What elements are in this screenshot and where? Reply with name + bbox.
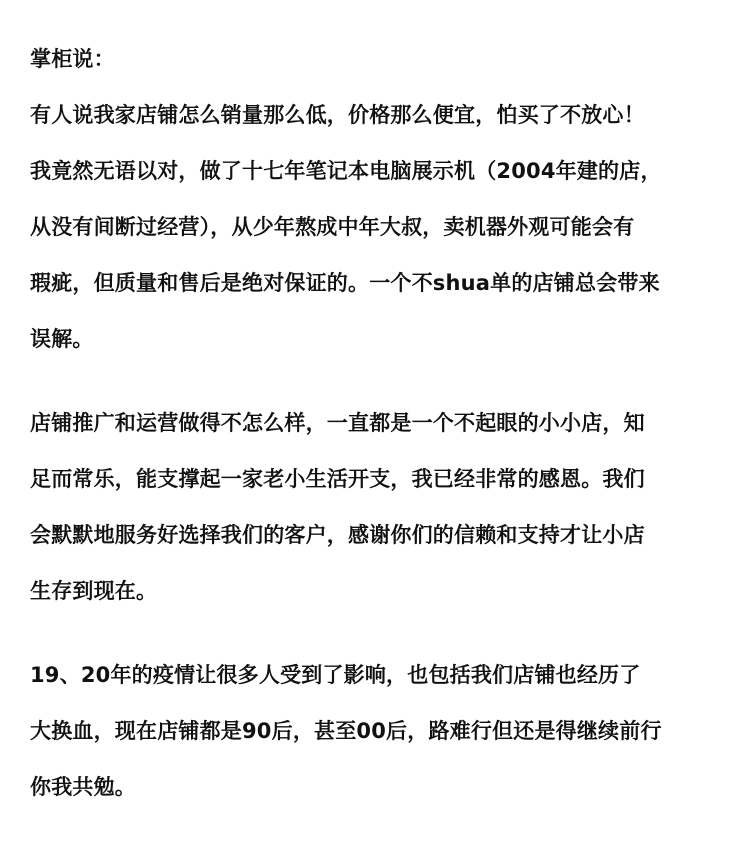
paragraph-1-line-2: 我竟然无语以对，做了十七年笔记本电脑展示机（2004年建的店， bbox=[30, 159, 662, 183]
paragraph-2-line-4: 生存到现在。 bbox=[30, 579, 158, 603]
paragraph-2-line-3: 会默默地服务好选择我们的客户，感谢你们的信赖和支持才让小店 bbox=[30, 523, 645, 547]
paragraph-2-line-2: 足而常乐，能支撑起一家老小生活开支，我已经非常的感恩。我们 bbox=[30, 467, 645, 491]
paragraph-3-line-2: 大换血，现在店铺都是90后，甚至00后，路难行但还是得继续前行 bbox=[30, 719, 662, 743]
paragraph-3-line-3: 你我共勉。 bbox=[30, 775, 136, 799]
paragraph-1-line-5: 误解。 bbox=[30, 327, 94, 351]
note-heading: 掌柜说： bbox=[30, 47, 115, 71]
paragraph-3-line-1: 19、20年的疫情让很多人受到了影响，也包括我们店铺也经历了 bbox=[30, 663, 641, 687]
paragraph-1-line-4: 瑕疵，但质量和售后是绝对保证的。一个不shua单的店铺总会带来 bbox=[30, 271, 660, 295]
paragraph-2-line-1: 店铺推广和运营做得不怎么样，一直都是一个不起眼的小小店，知 bbox=[30, 411, 645, 435]
paragraph-1-line-1: 有人说我家店铺怎么销量那么低，价格那么便宜，怕买了不放心！ bbox=[30, 103, 645, 127]
paragraph-1-line-3: 从没有间断过经营），从少年熬成中年大叔，卖机器外观可能会有 bbox=[30, 215, 635, 239]
